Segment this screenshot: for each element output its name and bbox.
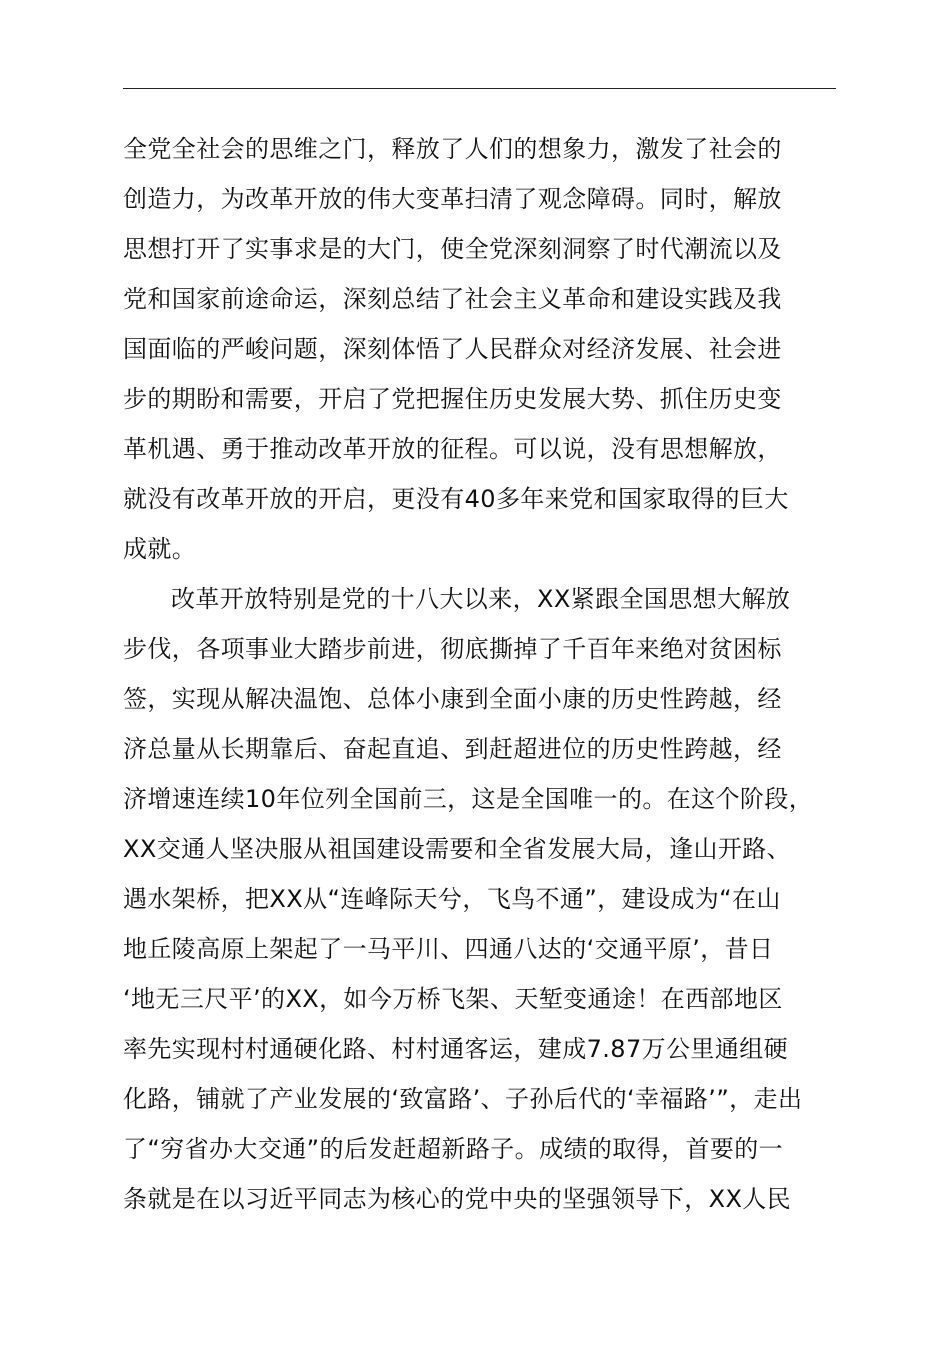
text-line-19: 率先实现村村通硬化路、村村通客运，建成7.87万公里通组硬: [123, 1035, 789, 1063]
text-line-4: 党和国家前途命运，深刻总结了社会主义革命和建设实践及我: [123, 285, 782, 313]
text-line-12: 签，实现从解决温饱、总体小康到全面小康的历史性跨越，经: [123, 685, 782, 713]
text-line-7: 革机遇、勇于推动改革开放的征程。可以说，没有思想解放，: [123, 435, 782, 463]
header-rule: [123, 88, 836, 89]
text-line-2: 创造力，为改革开放的伟大变革扫清了观念障碍。同时，解放: [123, 185, 782, 213]
body-text: [123, 124, 863, 1224]
text-line-17: 地丘陵高原上架起了一马平川、四通八达的‘交通平原’，昔日: [123, 935, 774, 963]
text-line-15: XX交通人坚决服从祖国建设需要和全省发展大局，逢山开路、: [123, 835, 792, 863]
text-line-5: 国面临的严峻问题，深刻体悟了人民群众对经济发展、社会进: [123, 335, 782, 363]
text-line-9: 成就。: [123, 535, 197, 563]
paragraph-2-first-line: 改革开放特别是党的十八大以来，XX紧跟全国思想大解放: [171, 585, 791, 613]
text-line-8: 就没有改革开放的开启，更没有40多年来党和国家取得的巨大: [123, 485, 789, 513]
text-line-20: 化路，铺就了产业发展的‘致富路’、子孙后代的‘幸福路’”，走出: [123, 1085, 803, 1113]
text-line-21: 了“穷省办大交通”的后发赶超新路子。成绩的取得，首要的一: [123, 1135, 784, 1163]
text-line-16: 遇水架桥，把XX从“连峰际天兮，飞鸟不通”，建设成为“在山: [123, 885, 781, 913]
text-line-6: 步的期盼和需要，开启了党把握住历史发展大势、抓住历史变: [123, 385, 782, 413]
text-line-11: 步伐，各项事业大踏步前进，彻底撕掉了千百年来绝对贫困标: [123, 635, 782, 663]
text-line-3: 思想打开了实事求是的大门，使全党深刻洞察了时代潮流以及: [123, 235, 782, 263]
text-line-14: 济增速连续10年位列全国前三，这是全国唯一的。在这个阶段，: [123, 785, 814, 813]
text-line-18: ‘地无三尺平’的XX，如今万桥飞架、天堑变通途！在西部地区: [123, 985, 783, 1013]
text-line-22: 条就是在以习近平同志为核心的党中央的坚强领导下，XX人民: [123, 1185, 792, 1213]
text-line-13: 济总量从长期靠后、奋起直追、到赶超进位的历史性跨越，经: [123, 735, 782, 763]
text-line-1: 全党全社会的思维之门，释放了人们的想象力，激发了社会的: [123, 135, 782, 163]
